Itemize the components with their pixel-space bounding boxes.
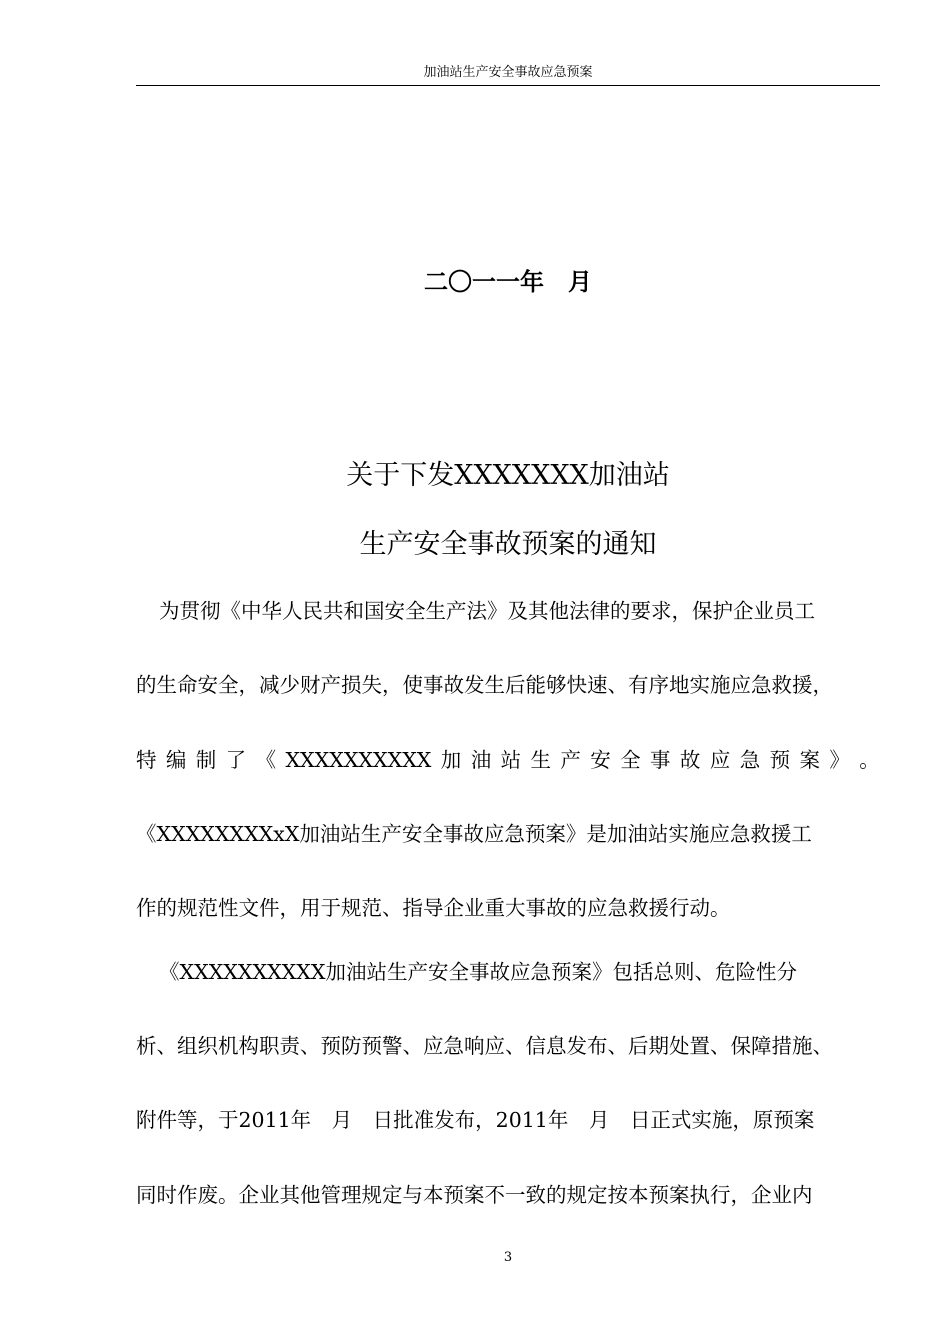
body-line-2: 的生命安全，减少财产损失，使事故发生后能够快速、有序地实施应急救援， bbox=[136, 673, 833, 697]
body-glyph: 编 bbox=[165, 748, 187, 772]
body-glyph: 事 bbox=[650, 748, 671, 772]
body-glyph: 《 bbox=[255, 748, 277, 772]
body-line-7: 析、组织机构职责、预防预警、应急响应、信息发布、后期处置、保障措施、 bbox=[136, 1034, 833, 1058]
body-glyph: 预 bbox=[769, 748, 791, 772]
header-rule bbox=[136, 85, 880, 86]
date-line: 二〇一一年 月 bbox=[424, 268, 592, 296]
body-glyph: 油 bbox=[470, 748, 492, 772]
body-glyph: 站 bbox=[500, 748, 522, 772]
body-glyph: 特 bbox=[136, 748, 157, 772]
body-glyph: 安 bbox=[590, 748, 611, 772]
body-line-8: 附件等，于2011年 月 日批准发布，2011年 月 日正式实施，原预案 bbox=[136, 1108, 815, 1132]
body-glyph: 。 bbox=[859, 748, 880, 772]
body-glyph: 案 bbox=[799, 748, 820, 772]
body-glyph: 全 bbox=[620, 748, 641, 772]
notice-title-line-2: 生产安全事故预案的通知 bbox=[359, 529, 657, 560]
body-glyph: 》 bbox=[829, 748, 850, 772]
body-glyph: 了 bbox=[225, 748, 247, 772]
running-header: 加油站生产安全事故应急预案 bbox=[423, 65, 593, 80]
body-line-1: 为贯彻《中华人民共和国安全生产法》及其他法律的要求，保护企业员工 bbox=[159, 599, 815, 623]
body-line-5: 作的规范性文件，用于规范、指导企业重大事故的应急救援行动。 bbox=[136, 896, 731, 920]
body-glyph: 故 bbox=[679, 748, 701, 772]
body-line-3 bbox=[136, 745, 880, 775]
body-glyph: 生 bbox=[530, 748, 551, 772]
body-line-6: 《XXXXXXXXXX加油站生产安全事故应急预案》包括总则、危险性分 bbox=[159, 960, 797, 984]
body-line-4: 《XXXXXXXXxX加油站生产安全事故应急预案》是加油站实施应急救援工 bbox=[136, 822, 812, 846]
body-line-9: 同时作废。企业其他管理规定与本预案不一致的规定按本预案执行，企业内 bbox=[136, 1183, 813, 1207]
body-glyph: 产 bbox=[560, 748, 581, 772]
body-glyph: 加 bbox=[440, 748, 462, 772]
body-glyph: 应 bbox=[709, 748, 731, 772]
page-number: 3 bbox=[503, 1250, 513, 1265]
notice-title-line-1: 关于下发XXXXXXX加油站 bbox=[346, 460, 670, 491]
body-glyph: 制 bbox=[195, 748, 217, 772]
body-glyph: XXXXXXXXXX bbox=[285, 748, 432, 772]
body-glyph: 急 bbox=[739, 748, 761, 772]
